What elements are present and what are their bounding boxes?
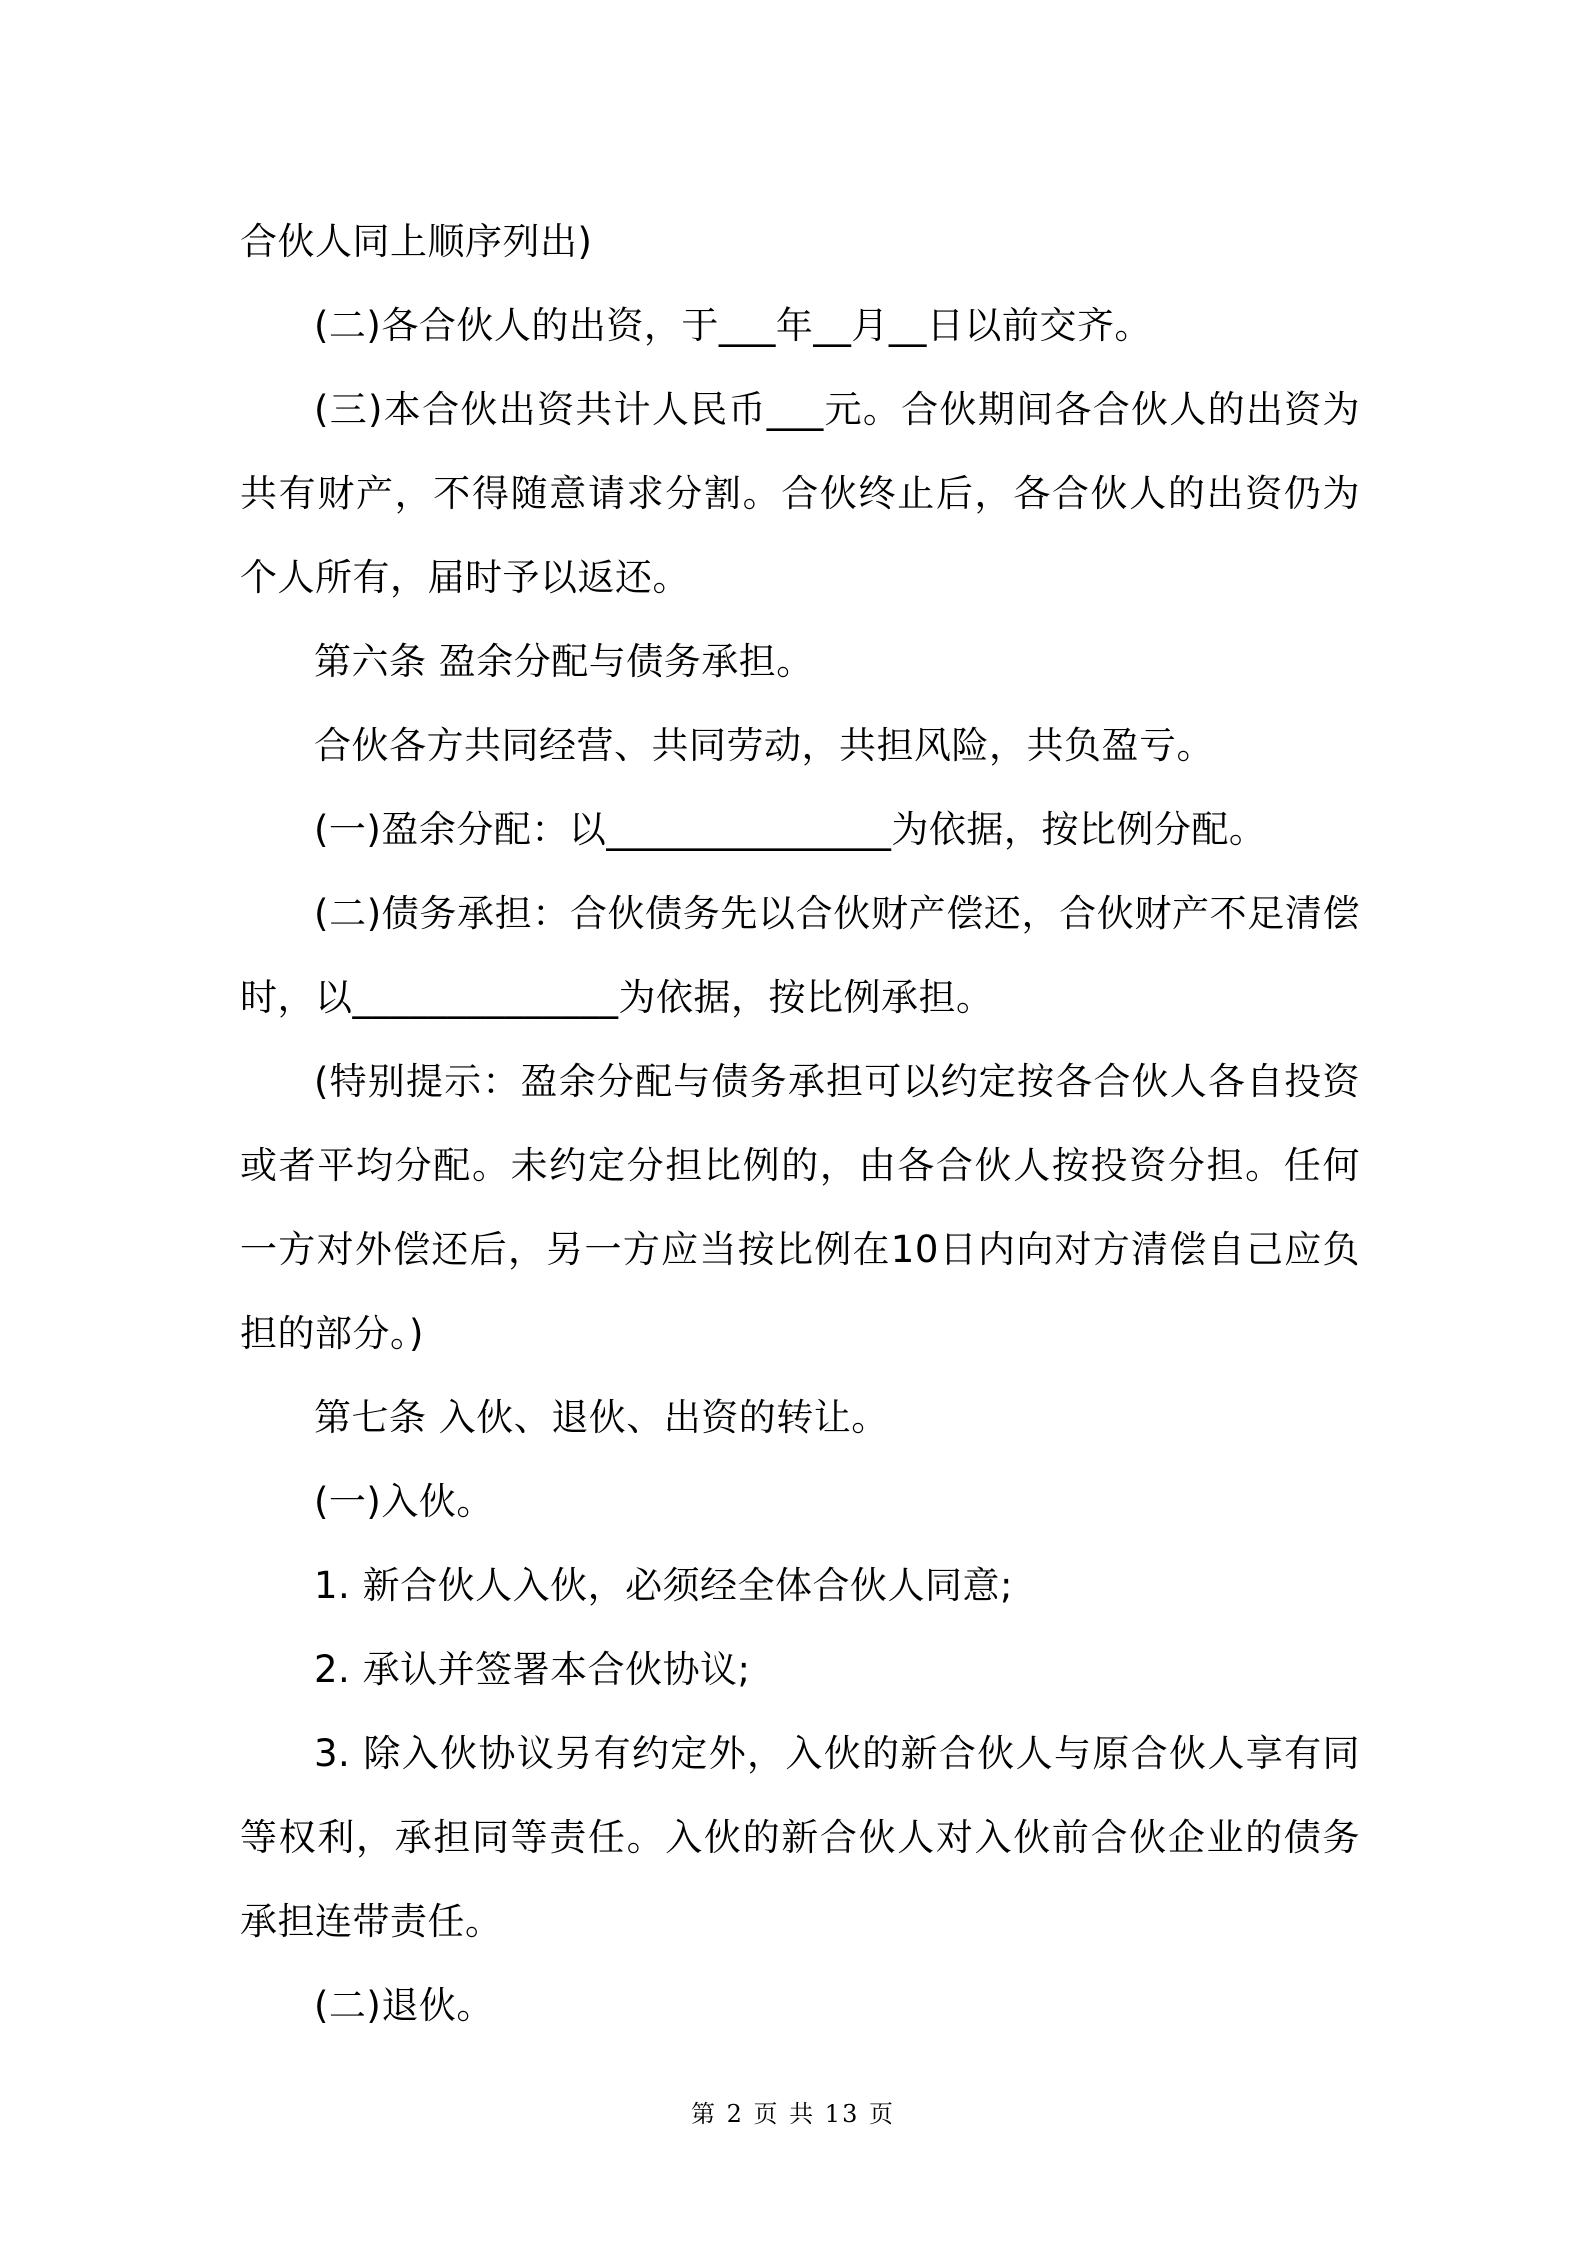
paragraph-debt-bearing: (二)债务承担：合伙债务先以合伙财产偿还，合伙财产不足清偿时，以______________为依据，按比例承担。 (240, 892, 1360, 1019)
section-withdrawal-heading: (二)退伙。 (314, 1984, 494, 2027)
paragraph-total-contribution: (三)本合伙出资共计人民币___元。合伙期间各合伙人的出资为共有财产，不得随意请求分割。合伙终止后，各合伙人的出资仍为个人所有，届时予以返还。 (240, 388, 1360, 599)
document-body (240, 200, 1360, 2048)
list-item-3: 3. 除入伙协议另有约定外，入伙的新合伙人与原合伙人享有同等权利，承担同等责任。入伙的新合伙人对入伙前合伙企业的债务承担连带责任。 (240, 1732, 1360, 1943)
paragraph-continuation: 合伙人同上顺序列出) (240, 220, 593, 263)
section-admission-heading: (一)入伙。 (314, 1480, 494, 1523)
paragraph-joint-operation: 合伙各方共同经营、共同劳动，共担风险，共负盈亏。 (314, 724, 1214, 767)
paragraph-contribution-deadline: (二)各合伙人的出资，于___年__月__日以前交齐。 (314, 304, 1152, 347)
paragraph-profit-distribution: (一)盈余分配：以_______________为依据，按比例分配。 (314, 808, 1267, 851)
list-item-1: 1. 新合伙人入伙，必须经全体合伙人同意; (314, 1564, 1014, 1607)
article-6-heading: 第六条 盈余分配与债务承担。 (314, 640, 814, 683)
list-item-2: 2. 承认并签署本合伙协议; (314, 1648, 751, 1691)
page-number-footer: 第 2 页 共 13 页 (691, 2100, 895, 2128)
paragraph-special-note: (特别提示：盈余分配与债务承担可以约定按各合伙人各自投资或者平均分配。未约定分担比例的，由各合伙人按投资分担。任何一方对外偿还后，另一方应当按比例在10日内向对方清偿自己应负担的部分。) (240, 1060, 1360, 1355)
article-7-heading: 第七条 入伙、退伙、出资的转让。 (314, 1396, 889, 1439)
